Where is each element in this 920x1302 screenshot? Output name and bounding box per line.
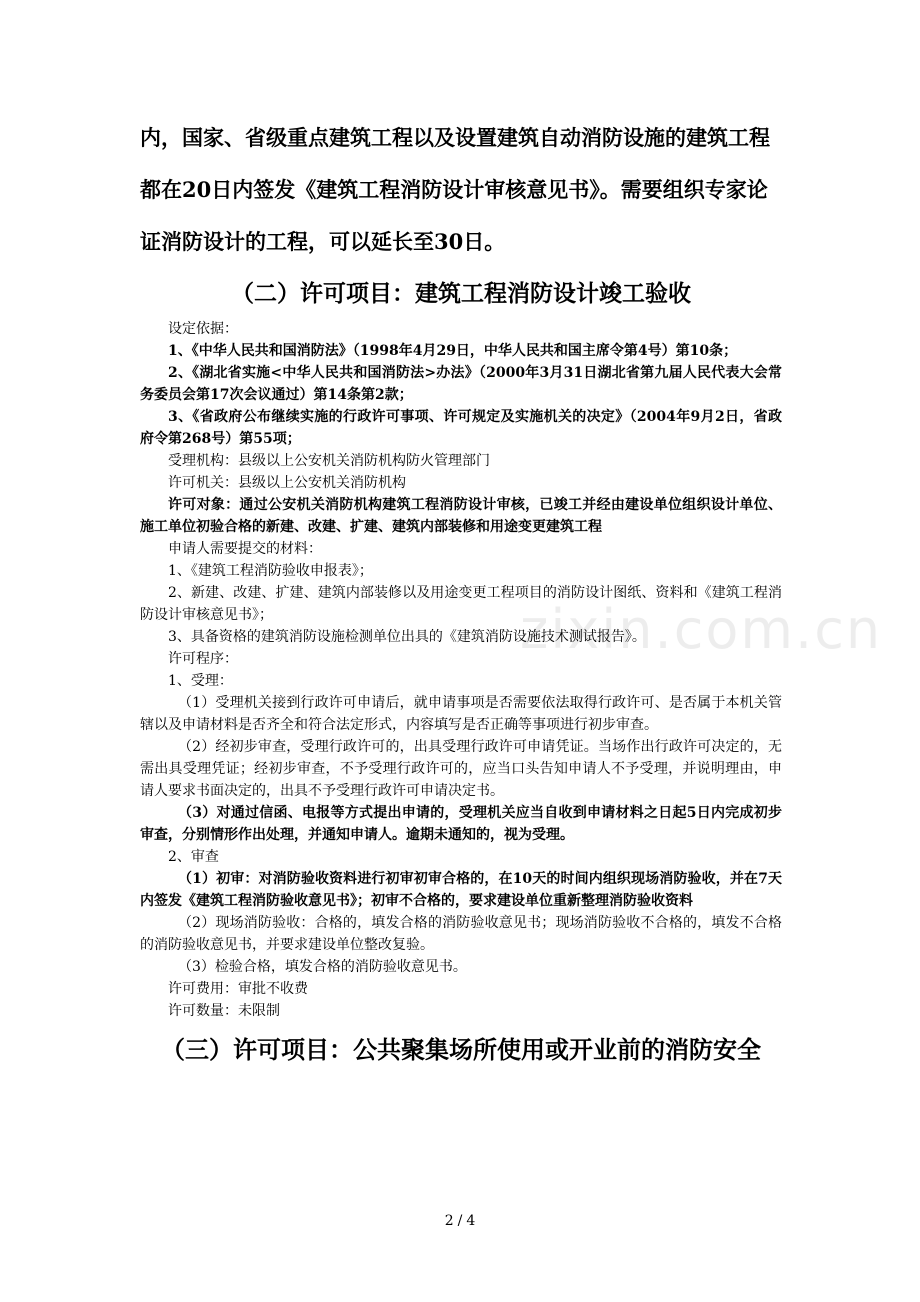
paragraph: 申请人需要提交的材料： xyxy=(168,541,322,557)
watermark: zixin.com.cn xyxy=(520,598,883,661)
total-pages: 4 xyxy=(466,1213,476,1229)
paragraph: 许可机关：县级以上公安机关消防机构 xyxy=(168,475,406,491)
paragraph: （3）对通过信函、电报等方式提出申请的，受理机关应当自收到申请材料之日起5日内完成初步审查，分别情形作出处理，并通知申请人。逾期未通知的，视为受理。 xyxy=(140,805,782,843)
lead-line-1: 内，国家、省级重点建筑工程以及设置建筑自动消防设施的建筑工程 xyxy=(140,125,770,150)
paragraph: 1、《中华人民共和国消防法》（1998年4月29日，中华人民共和国主席令第4号）第10条； xyxy=(168,343,738,359)
lead-line-3: 证消防设计的工程，可以延长至30日。 xyxy=(140,229,506,254)
paragraph: 受理机构：县级以上公安机关消防机构防火管理部门 xyxy=(168,453,490,469)
paragraph: 许可程序： xyxy=(168,651,238,667)
paragraph: 3、具备资格的建筑消防设施检测单位出具的《建筑消防设施技术测试报告》。 xyxy=(168,629,646,645)
page-content xyxy=(140,112,782,1074)
section-heading-2: （二）许可项目：建筑工程消防设计竣工验收 xyxy=(231,281,691,307)
paragraph: 3、《省政府公布继续实施的行政许可事项、许可规定及实施机关的决定》（2004年9月2日，省政府令第268号）第55项； xyxy=(140,409,782,447)
paragraph: 2、审查 xyxy=(168,849,219,865)
paragraph: 1、《建筑工程消防验收申报表》； xyxy=(168,563,373,579)
page-separator: / xyxy=(457,1213,463,1229)
paragraph: （2）经初步审查，受理行政许可的，出具受理行政许可申请凭证。当场作出行政许可决定的，无需出具受理凭证；经初步审查，不予受理行政许可的，应当口头告知申请人不予受理，并说明理由，申请人要求书面决定的，出具不予受理行政许可申请决定书。 xyxy=(140,739,782,799)
paragraph: 许可费用：审批不收费 xyxy=(168,981,308,997)
section-heading-3: （三）许可项目：公共聚集场所使用或开业前的消防安全 xyxy=(161,1036,761,1064)
paragraph: 2、新建、改建、扩建、建筑内部装修以及用途变更工程项目的消防设计图纸、资料和《建筑工程消防设计审核意见书》； xyxy=(140,585,782,623)
lead-line-2: 都在20日内签发《建筑工程消防设计审核意见书》。需要组织专家论 xyxy=(140,177,768,202)
paragraph: （2）现场消防验收：合格的，填发合格的消防验收意见书；现场消防验收不合格的，填发不合格的消防验收意见书，并要求建设单位整改复验。 xyxy=(140,915,782,953)
paragraph: 许可对象：通过公安机关消防机构建筑工程消防设计审核，已竣工并经由建设单位组织设计单位、施工单位初验合格的新建、改建、扩建、建筑内部装修和用途变更建筑工程 xyxy=(140,497,782,535)
paragraph: （1）受理机关接到行政许可申请后，就申请事项是否需要依法取得行政许可、是否属于本机关管辖以及申请材料是否齐全和符合法定形式，内容填写是否正确等事项进行初步审查。 xyxy=(140,695,782,733)
paragraph: （3）检验合格，填发合格的消防验收意见书。 xyxy=(178,959,467,975)
paragraph: 1、受理： xyxy=(168,673,233,689)
page-number xyxy=(0,1213,920,1229)
paragraph-list xyxy=(140,318,782,1022)
paragraph: （1）初审：对消防验收资料进行初审初审合格的，在10天的时间内组织现场消防验收，并在7天内签发《建筑工程消防验收意见书》；初审不合格的，要求建设单位重新整理消防验收资料 xyxy=(140,871,782,909)
paragraph: 许可数量：未限制 xyxy=(168,1003,280,1019)
current-page: 2 xyxy=(444,1213,454,1229)
paragraph: 设定依据： xyxy=(168,321,238,337)
paragraph: 2、《湖北省实施<中华人民共和国消防法>办法》（2000年3月31日湖北省第九届人民代表大会常务委员会第17次会议通过）第14条第2款； xyxy=(140,365,782,403)
